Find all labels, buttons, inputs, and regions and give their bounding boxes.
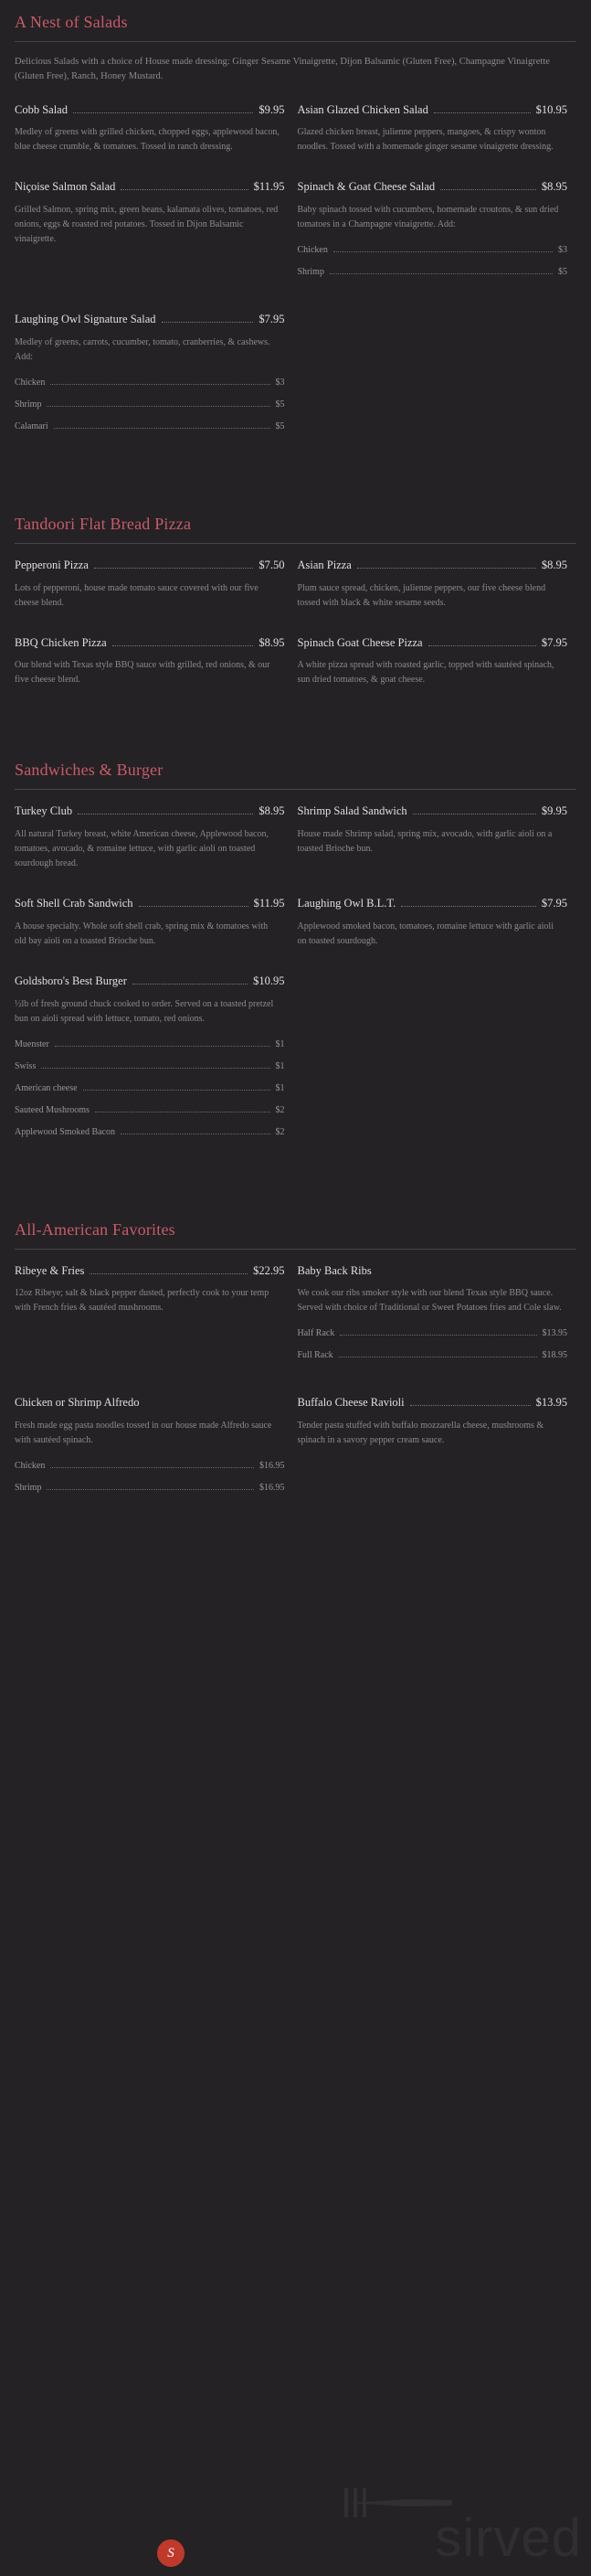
leader-dots — [47, 1489, 254, 1490]
menu-item-name: Asian Glazed Chicken Salad — [297, 102, 428, 116]
menu-item-price: $8.95 — [541, 558, 567, 571]
addon-name: Calamari — [15, 420, 48, 431]
menu-item-name: Asian Pizza — [297, 558, 352, 571]
leader-dots — [440, 189, 536, 190]
menu-item-addons — [15, 1459, 285, 1495]
addon-price: $1 — [275, 1082, 285, 1093]
menu-item-price: $10.95 — [253, 974, 285, 987]
leader-dots — [434, 112, 531, 113]
leader-dots — [121, 189, 248, 190]
menu-item — [296, 1394, 579, 1503]
menu-item-price: $10.95 — [535, 102, 567, 116]
menu-item-price: $7.50 — [259, 558, 285, 571]
menu-section — [13, 502, 578, 740]
addon-name: Muenster — [15, 1038, 49, 1049]
addon-price: $2 — [275, 1126, 285, 1137]
menu-item-addons — [15, 376, 285, 433]
addon-price: $13.95 — [542, 1328, 567, 1339]
menu-item-header — [15, 634, 285, 652]
menu-item-header — [298, 1262, 568, 1280]
menu-item-header — [298, 101, 568, 119]
menu-item-description: Baby spinach tossed with cucumbers, homemade croutons, & sun dried tomatoes in a Champagne vinaigrette. Add: — [297, 205, 559, 230]
menu-item-name: Goldsboro's Best Burger — [15, 974, 127, 987]
leader-dots — [73, 112, 253, 113]
menu-item — [296, 101, 579, 155]
menu-item-name: Pepperoni Pizza — [15, 558, 89, 571]
menu-item-description: A white pizza spread with roasted garlic, topped with sautéed spinach, sun dried tomatoes, & goat cheese. — [297, 660, 554, 686]
menu-item-description: 12oz Ribeye; salt & black pepper dusted, perfectly cook to your temp with French fries & sautéed mushrooms. — [15, 1288, 269, 1314]
menu-item-name: BBQ Chicken Pizza — [15, 635, 107, 649]
menu-item-name: Soft Shell Crab Sandwich — [15, 897, 133, 910]
leader-dots — [357, 568, 536, 569]
sirved-watermark: sirved — [435, 2508, 582, 2568]
leader-dots — [162, 322, 254, 323]
menu-item-grid — [13, 101, 578, 465]
menu-item — [13, 178, 296, 287]
menu-item — [13, 557, 296, 611]
addon-row — [15, 1081, 285, 1095]
menu-item-header — [15, 101, 285, 119]
menu-item-grid — [13, 1262, 578, 1528]
menu-item-price: $9.95 — [259, 102, 285, 116]
addon-row — [298, 265, 568, 279]
section-spacer — [13, 465, 578, 493]
menu-item — [13, 311, 296, 442]
section-title: Tandoori Flat Bread Pizza — [15, 514, 192, 533]
menu-item-header — [15, 1262, 285, 1280]
leader-dots — [410, 1405, 531, 1406]
leader-dots — [428, 645, 536, 646]
menu-item-header — [298, 895, 568, 912]
menu-item-price: $9.95 — [541, 804, 567, 818]
menu-item-header — [15, 178, 285, 196]
menu-item-description: House made Shrimp salad, spring mix, avocado, with garlic aioli on a toasted Brioche bun. — [297, 829, 553, 855]
addon-price: $18.95 — [542, 1350, 567, 1361]
menu-item-header — [298, 634, 568, 652]
menu-item-name: Shrimp Salad Sandwich — [297, 804, 407, 818]
menu-item-name: Ribeye & Fries — [15, 1263, 85, 1277]
section-spacer — [13, 1171, 578, 1198]
menu-item — [296, 803, 579, 871]
menu-item-header — [15, 803, 285, 820]
leader-dots — [340, 1335, 536, 1336]
leader-dots — [55, 1046, 270, 1047]
addon-row — [298, 243, 568, 257]
section-title: A Nest of Salads — [15, 13, 128, 31]
fork-watermark-icon — [344, 2475, 454, 2528]
menu-item-description: Plum sauce spread, chicken, julienne peppers, our five cheese blend tossed with black & white sesame seeds. — [297, 582, 546, 608]
menu-item — [296, 895, 579, 949]
addon-price: $1 — [275, 1060, 285, 1071]
menu-item-grid — [13, 803, 578, 1170]
leader-dots — [50, 1467, 254, 1468]
addon-name: Half Rack — [297, 1328, 335, 1339]
menu-item-name: Chicken or Shrimp Alfredo — [15, 1396, 140, 1410]
menu-item-price: $8.95 — [541, 180, 567, 194]
menu-item — [13, 1262, 296, 1371]
addon-price: $16.95 — [259, 1461, 285, 1472]
menu-item-header — [15, 973, 285, 990]
leader-dots — [401, 906, 536, 907]
menu-item-description: Medley of greens, carrots, cucumber, tomato, cranberries, & cashews. Add: — [15, 336, 270, 362]
menu-item-price: $11.95 — [253, 180, 285, 194]
menu-item — [13, 634, 296, 688]
menu-item-header — [298, 1394, 568, 1411]
menu-item-description: Our blend with Texas style BBQ sauce with grilled, red onions, & our five cheese blend. — [15, 660, 270, 686]
leader-dots — [139, 906, 248, 907]
menu-item — [13, 973, 296, 1147]
menu-item-description: Tender pasta stuffed with buffalo mozzarella cheese, mushrooms & spinach in a savory pepper cream sauce. — [297, 1421, 544, 1446]
menu-item-header — [298, 557, 568, 574]
section-divider — [15, 41, 576, 42]
sirved-logo-badge: S — [157, 2539, 185, 2567]
menu-item-addons — [298, 1326, 568, 1362]
leader-dots — [83, 1090, 270, 1091]
addon-row — [15, 420, 285, 433]
addon-name: Applewood Smoked Bacon — [15, 1126, 115, 1137]
leader-dots — [112, 645, 254, 646]
menu-item-price: $8.95 — [259, 804, 285, 818]
leader-dots — [94, 568, 253, 569]
menu-item-price: $8.95 — [259, 635, 285, 649]
menu-item-description: A house specialty. Whole soft shell crab, spring mix & tomatoes with old bay aioli on a toasted Brioche bun. — [15, 921, 269, 946]
menu-item-header — [15, 311, 285, 328]
menu-item-addons — [298, 243, 568, 279]
addon-row — [298, 1348, 568, 1362]
menu-item — [13, 1394, 296, 1503]
menu-item-header — [298, 803, 568, 820]
leader-dots — [54, 428, 270, 429]
addon-price: $5 — [275, 420, 285, 431]
addon-price: $1 — [275, 1038, 285, 1049]
menu-item-description: Fresh made egg pasta noodles tossed in our house made Alfredo sauce with sautéed spinach. — [15, 1421, 272, 1446]
addon-name: Chicken — [15, 1461, 46, 1472]
leader-dots — [50, 384, 269, 385]
menu-item — [296, 634, 579, 688]
menu-item — [296, 178, 579, 287]
addon-row — [15, 398, 285, 411]
menu-item — [13, 895, 296, 949]
menu-section — [13, 1208, 578, 1555]
leader-dots — [47, 406, 269, 407]
menu-item-description: Medley of greens with grilled chicken, chopped eggs, applewood bacon, blue cheese crumble, & tomatoes. Tossed in ranch dressing. — [15, 127, 280, 153]
menu-item-name: Buffalo Cheese Ravioli — [297, 1396, 405, 1410]
menu-item-name: Turkey Club — [15, 804, 73, 818]
addon-row — [15, 1059, 285, 1073]
menu-item-description: ½lb of fresh ground chuck cooked to order. Served on a toasted pretzel bun on aioli spread with lettuce, tomato, red onions. — [15, 998, 274, 1024]
addon-price: $3 — [558, 245, 567, 256]
addon-name: Chicken — [15, 377, 46, 388]
menu-section — [13, 748, 578, 1198]
menu-section — [13, 0, 578, 493]
menu-item-price: $11.95 — [253, 897, 285, 910]
menu-item-description: We cook our ribs smoker style with our blend Texas style BBQ sauce. Served with choice of Traditional or Sweet Potatoes fries and Cole slaw. — [297, 1288, 562, 1314]
addon-row — [15, 1103, 285, 1117]
addon-name: American cheese — [15, 1082, 78, 1093]
section-spacer — [13, 711, 578, 739]
addon-price: $5 — [275, 399, 285, 410]
addon-name: Shrimp — [15, 1483, 42, 1494]
menu-item-name: Spinach Goat Cheese Pizza — [297, 635, 423, 649]
menu-item-header — [15, 557, 285, 574]
menu-item-header — [15, 1394, 285, 1411]
menu-item-grid — [13, 557, 578, 712]
leader-dots — [41, 1068, 269, 1069]
addon-name: Full Rack — [297, 1350, 333, 1361]
leader-dots — [333, 251, 553, 252]
menu-item-description: Glazed chicken breast, julienne peppers, mangoes, & crispy wonton noodles. Tossed with a homemade ginger sesame vinaigrette dressing. — [297, 127, 554, 153]
section-title: All-American Favorites — [15, 1219, 175, 1239]
menu-item — [296, 1262, 579, 1371]
addon-price: $16.95 — [259, 1483, 285, 1494]
addon-row — [15, 1038, 285, 1051]
addon-row — [298, 1326, 568, 1340]
section-description: Delicious Salads with a choice of House made dressing: Ginger Sesame Vinaigrette, Dijon Balsamic (Gluten Free), Champagne Vinaigrette (Gluten Free), Ranch, Honey Mustard. — [15, 57, 550, 82]
menu-item-description: All natural Turkey breast, white American cheese, Applewood bacon, tomatoes, avocado, & romaine lettuce, with garlic aioli on toasted sourdough bread. — [15, 829, 269, 869]
addon-name: Shrimp — [15, 399, 42, 410]
leader-dots — [90, 1273, 248, 1274]
menu-item — [13, 803, 296, 871]
menu-item-price: $7.95 — [541, 897, 567, 910]
addon-price: $2 — [275, 1104, 285, 1115]
section-spacer — [13, 1527, 578, 1554]
addon-name: Shrimp — [297, 267, 324, 278]
menu-item-name: Laughing Owl Signature Salad — [15, 313, 156, 326]
addon-name: Chicken — [297, 245, 328, 256]
addon-name: Sauteed Mushrooms — [15, 1104, 90, 1115]
menu-sections — [13, 0, 578, 1554]
section-divider — [15, 1249, 576, 1250]
addon-price: $3 — [275, 377, 285, 388]
menu-item-price: $22.95 — [253, 1263, 285, 1277]
section-divider — [15, 543, 576, 544]
addon-row — [15, 1481, 285, 1495]
menu-item-price: $7.95 — [541, 635, 567, 649]
leader-dots — [330, 273, 553, 274]
menu-item-name: Cobb Salad — [15, 102, 68, 116]
menu-item-header — [298, 178, 568, 196]
menu-item-name: Baby Back Ribs — [297, 1263, 372, 1277]
menu-item — [13, 101, 296, 155]
menu-item-name: Spinach & Goat Cheese Salad — [297, 180, 436, 194]
leader-dots — [132, 984, 248, 985]
menu-item-description: Applewood smoked bacon, tomatoes, romaine lettuce with garlic aioli on toasted sourdough. — [297, 921, 554, 946]
menu-item-addons — [15, 1038, 285, 1139]
menu-item-header — [15, 895, 285, 912]
menu-item-description: Grilled Salmon, spring mix, green beans, kalamata olives, tomatoes, red onions, eggs & roasted red potatoes. Tossed in Dijon Balsamic vinaigrette. — [15, 205, 279, 245]
menu-item — [296, 557, 579, 611]
addon-row — [15, 1459, 285, 1473]
menu-item-price: $7.95 — [259, 313, 285, 326]
menu-item-price: $13.95 — [535, 1396, 567, 1410]
menu-item-name: Niçoise Salmon Salad — [15, 180, 116, 194]
menu-item-name: Laughing Owl B.L.T. — [297, 897, 396, 910]
section-title: Sandwiches & Burger — [15, 761, 164, 780]
menu-item-description: Lots of pepperoni, house made tomato sauce covered with our five cheese blend. — [15, 582, 259, 608]
addon-name: Swiss — [15, 1060, 37, 1071]
addon-price: $5 — [558, 267, 567, 278]
addon-row — [15, 1125, 285, 1139]
section-divider — [15, 789, 576, 790]
addon-row — [15, 376, 285, 389]
